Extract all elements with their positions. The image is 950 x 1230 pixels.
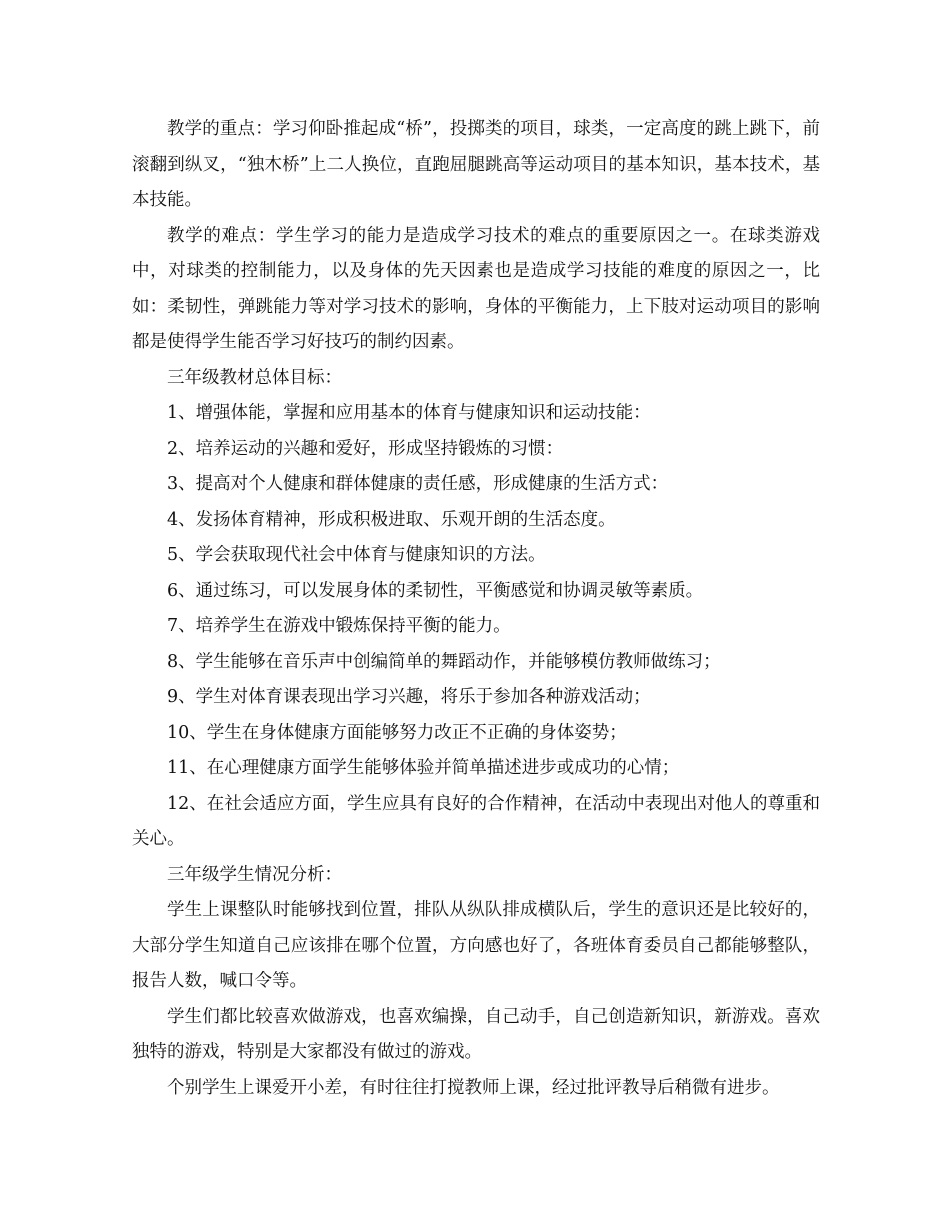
paragraph-teaching-difficulty: 教学的难点：学生学习的能力是造成学习技术的难点的重要原因之一。在球类游戏中，对球类的控制能力，以及身体的先天因素也是造成学习技能的难度的原因之一，比如：柔韧性，弹跳能力等对学习技术的影响，身体的平衡能力，上下肢对运动项目的影响都是使得学生能否学习好技巧的制约因素。 xyxy=(132,225,820,352)
goal-item-4: 4、发扬体育精神，形成积极进取、乐观开朗的生活态度。 xyxy=(167,509,616,530)
paragraph-teaching-focus: 教学的重点：学习仰卧推起成“桥”，投掷类的项目，球类，一定高度的跳上跳下，前滚翻到纵叉，“独木桥”上二人换位，直跑屈腿跳高等运动项目的基本知识，基本技术，基本技能。 xyxy=(132,119,820,210)
goal-item-6: 6、通过练习，可以发展身体的柔韧性，平衡感觉和协调灵敏等素质。 xyxy=(167,580,704,601)
goal-item-8: 8、学生能够在音乐声中创编简单的舞蹈动作，并能够模仿教师做练习； xyxy=(167,651,721,672)
goal-item-2: 2、培养运动的兴趣和爱好，形成坚持锻炼的习惯： xyxy=(167,438,564,459)
heading-grade3-goals: 三年级教材总体目标： xyxy=(167,367,342,388)
document-page xyxy=(132,112,820,1106)
goal-item-5: 5、学会获取现代社会中体育与健康知识的方法。 xyxy=(167,545,546,565)
goal-item-3: 3、提高对个人健康和群体健康的责任感，形成健康的生活方式： xyxy=(167,474,669,494)
paragraph-analysis-2: 学生们都比较喜欢做游戏，也喜欢编操，自己动手，自己创造新知识，新游戏。喜欢独特的游戏，特别是大家都没有做过的游戏。 xyxy=(132,1006,820,1062)
paragraph-analysis-3: 个别学生上课爱开小差，有时往往打搅教师上课，经过批评教导后稍微有进步。 xyxy=(167,1077,780,1098)
goal-item-9: 9、学生对体育课表现出学习兴趣，将乐于参加各种游戏活动； xyxy=(167,687,651,707)
goal-item-11: 11、在心理健康方面学生能够体验并简单描述进步或成功的心情； xyxy=(167,758,680,778)
paragraph-analysis-1: 学生上课整队时能够找到位置，排队从纵队排成横队后，学生的意识还是比较好的，大部分学生知道自己应该排在哪个位置，方向感也好了，各班体育委员自己都能够整队，报告人数，喊口令等。 xyxy=(132,900,820,991)
goal-item-12: 12、在社会适应方面，学生应具有良好的合作精神，在活动中表现出对他人的尊重和关心。 xyxy=(132,793,820,849)
goal-item-7: 7、培养学生在游戏中锻炼保持平衡的能力。 xyxy=(167,616,511,636)
heading-student-analysis: 三年级学生情况分析： xyxy=(167,864,342,885)
goal-item-1: 1、增强体能，掌握和应用基本的体育与健康知识和运动技能： xyxy=(167,403,651,423)
goal-item-10: 10、学生在身体健康方面能够努力改正不正确的身体姿势； xyxy=(167,722,627,743)
